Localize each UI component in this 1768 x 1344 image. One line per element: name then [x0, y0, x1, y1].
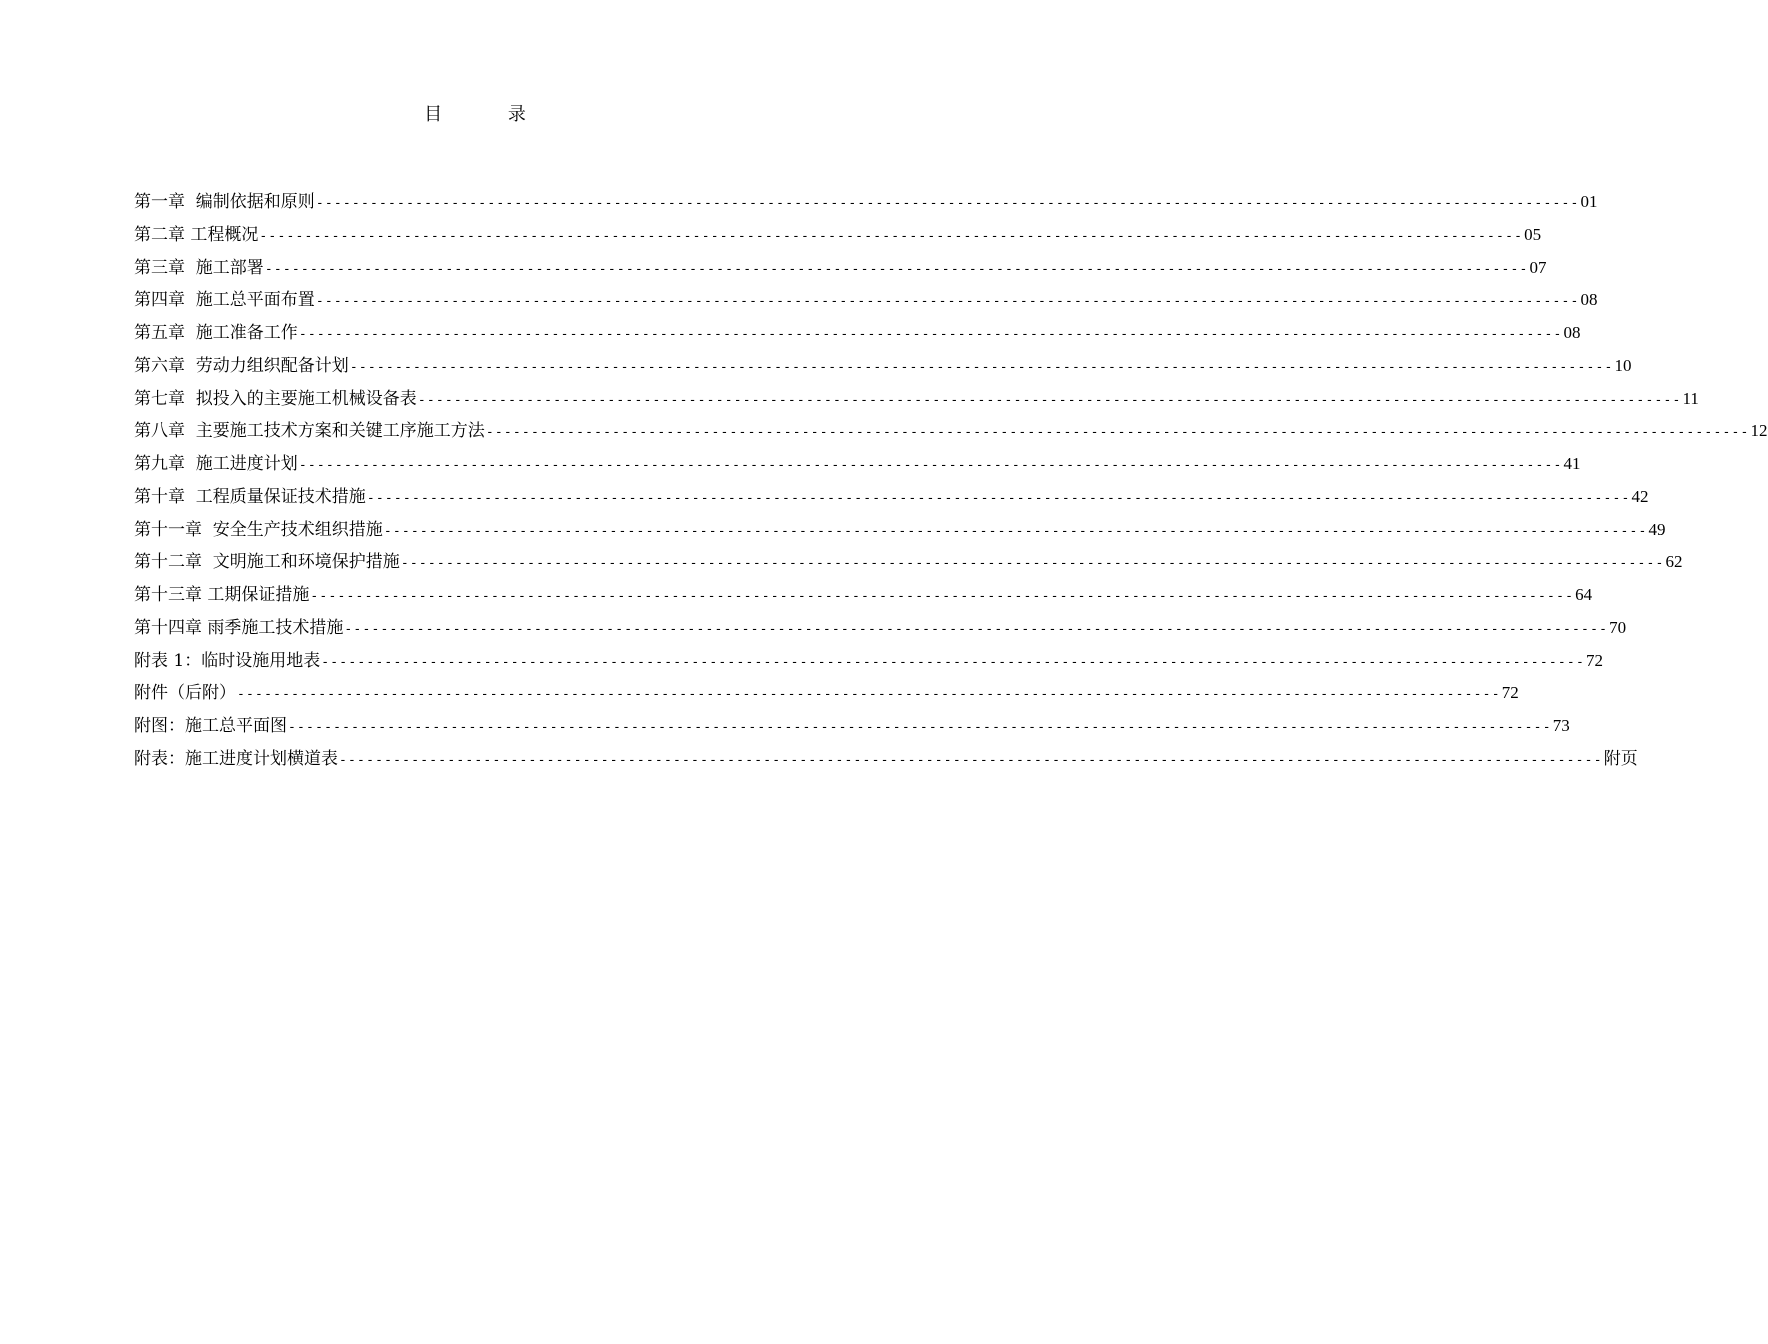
toc-title: 目 录 [424, 104, 556, 125]
toc-entry-label: 第七章 拟投入的主要施工机械设备表 [134, 388, 417, 409]
toc-entry-leader: -------------------------------------------------------------------------------------------------------------------------------------------- [264, 261, 1529, 277]
toc-entry-label: 第六章 劳动力组织配备计划 [134, 355, 349, 376]
toc-entry-page: 62 [1665, 552, 1683, 572]
toc-entry-label: 第十章 工程质量保证技术措施 [134, 486, 366, 507]
toc-entry-label: 第十一章 安全生产技术组织措施 [134, 519, 383, 540]
toc-entry-leader: -------------------------------------------------------------------------------------------------------------------------------------------- [237, 687, 1501, 703]
toc-entry-label: 第十二章 文明施工和环境保护措施 [134, 552, 400, 573]
toc-entry [134, 186, 1598, 219]
toc-entry-page: 08 [1580, 290, 1598, 310]
toc-entry-leader: -------------------------------------------------------------------------------------------------------------------------------------------- [315, 294, 1580, 310]
toc-entry-page: 72 [1585, 650, 1603, 670]
toc-entry-label: 第一章 编制依据和原则 [134, 192, 315, 212]
toc-entry-page: 08 [1563, 323, 1581, 342]
toc-entry-page: 07 [1529, 257, 1547, 277]
toc-entry [134, 579, 1593, 612]
toc-entry-leader: -------------------------------------------------------------------------------------------------------------------------------------------- [315, 196, 1580, 211]
toc-entry-page: 42 [1631, 486, 1649, 506]
toc-entry-leader: -------------------------------------------------------------------------------------------------------------------------------------------- [344, 621, 1609, 637]
toc-entry-page: 12 [1750, 421, 1768, 441]
toc-entry-page: 01 [1580, 192, 1598, 211]
toc-entry [134, 645, 1603, 678]
toc-entry [134, 481, 1649, 514]
toc-entry-leader: -------------------------------------------------------------------------------------------------------------------------------------------- [298, 327, 1563, 342]
toc-entry-page: 73 [1552, 716, 1570, 735]
toc-entry-page: 70 [1609, 617, 1627, 637]
toc-entry-leader: -------------------------------------------------------------------------------------------------------------------------------------------- [321, 654, 1585, 670]
toc-entry-leader: -------------------------------------------------------------------------------------------------------------------------------------------- [400, 556, 1665, 572]
toc-entry-label: 附件（后附） [134, 683, 236, 704]
toc-entry-leader: -------------------------------------------------------------------------------------------------------------------------------------------- [417, 392, 1682, 408]
toc-entry-page: 11 [1682, 388, 1699, 408]
toc-entry-label: 第十三章 工期保证措施 [134, 585, 310, 605]
toc-entry-label: 第九章 施工进度计划 [134, 454, 298, 474]
toc-entry-leader: -------------------------------------------------------------------------------------------------------------------------------------------- [310, 589, 1575, 604]
toc-entry-page: 49 [1648, 519, 1666, 539]
toc-entry-label: 附图：施工总平面图 [134, 716, 287, 736]
toc-entry [134, 383, 1699, 416]
toc-entry [134, 448, 1581, 481]
toc-entry [134, 710, 1570, 743]
toc-entry [134, 350, 1632, 383]
toc-entry-label: 第五章 施工准备工作 [134, 323, 298, 343]
toc-entry-label: 第二章 工程概况 [134, 224, 259, 245]
toc-entry [134, 284, 1598, 317]
toc-entry [134, 415, 1768, 448]
toc-entry-leader: -------------------------------------------------------------------------------------------------------------------------------------------- [288, 720, 1552, 735]
toc-entry-leader: -------------------------------------------------------------------------------------------------------------------------------------------- [485, 425, 1750, 441]
toc-entry-leader: -------------------------------------------------------------------------------------------------------------------------------------------- [298, 458, 1563, 473]
toc-entry-label: 第十四章 雨季施工技术措施 [134, 617, 344, 638]
toc-entry-leader: -------------------------------------------------------------------------------------------------------------------------------------------- [349, 359, 1614, 375]
toc-entry-page: 72 [1501, 683, 1519, 703]
toc-entry [134, 514, 1666, 547]
toc-entry-page: 10 [1614, 355, 1632, 375]
toc-entry [134, 743, 1638, 776]
toc-entry-leader: -------------------------------------------------------------------------------------------------------------------------------------------- [383, 523, 1648, 539]
toc-entry [134, 677, 1519, 710]
toc-entry-label: 附表 1：临时设施用地表 [134, 650, 321, 671]
toc-entry-page: 附页 [1603, 748, 1638, 768]
toc-entry [134, 612, 1627, 645]
toc-entry-page: 64 [1575, 585, 1593, 604]
toc-entry-label: 第四章 施工总平面布置 [134, 290, 315, 311]
toc-entry-page: 05 [1524, 224, 1542, 244]
toc-entry-leader: -------------------------------------------------------------------------------------------------------------------------------------------- [339, 752, 1603, 768]
toc-entry-label: 第八章 主要施工技术方案和关键工序施工方法 [134, 421, 485, 442]
toc-entry [134, 546, 1683, 579]
toc-entry [134, 252, 1547, 285]
toc-list [134, 186, 1768, 776]
toc-entry [134, 317, 1581, 350]
toc-entry [134, 219, 1542, 252]
toc-entry-leader: -------------------------------------------------------------------------------------------------------------------------------------------- [259, 228, 1524, 244]
toc-entry-label: 附表：施工进度计划横道表 [134, 748, 338, 769]
toc-entry-leader: -------------------------------------------------------------------------------------------------------------------------------------------- [366, 490, 1631, 506]
toc-entry-page: 41 [1563, 454, 1581, 473]
toc-entry-label: 第三章 施工部署 [134, 257, 264, 278]
